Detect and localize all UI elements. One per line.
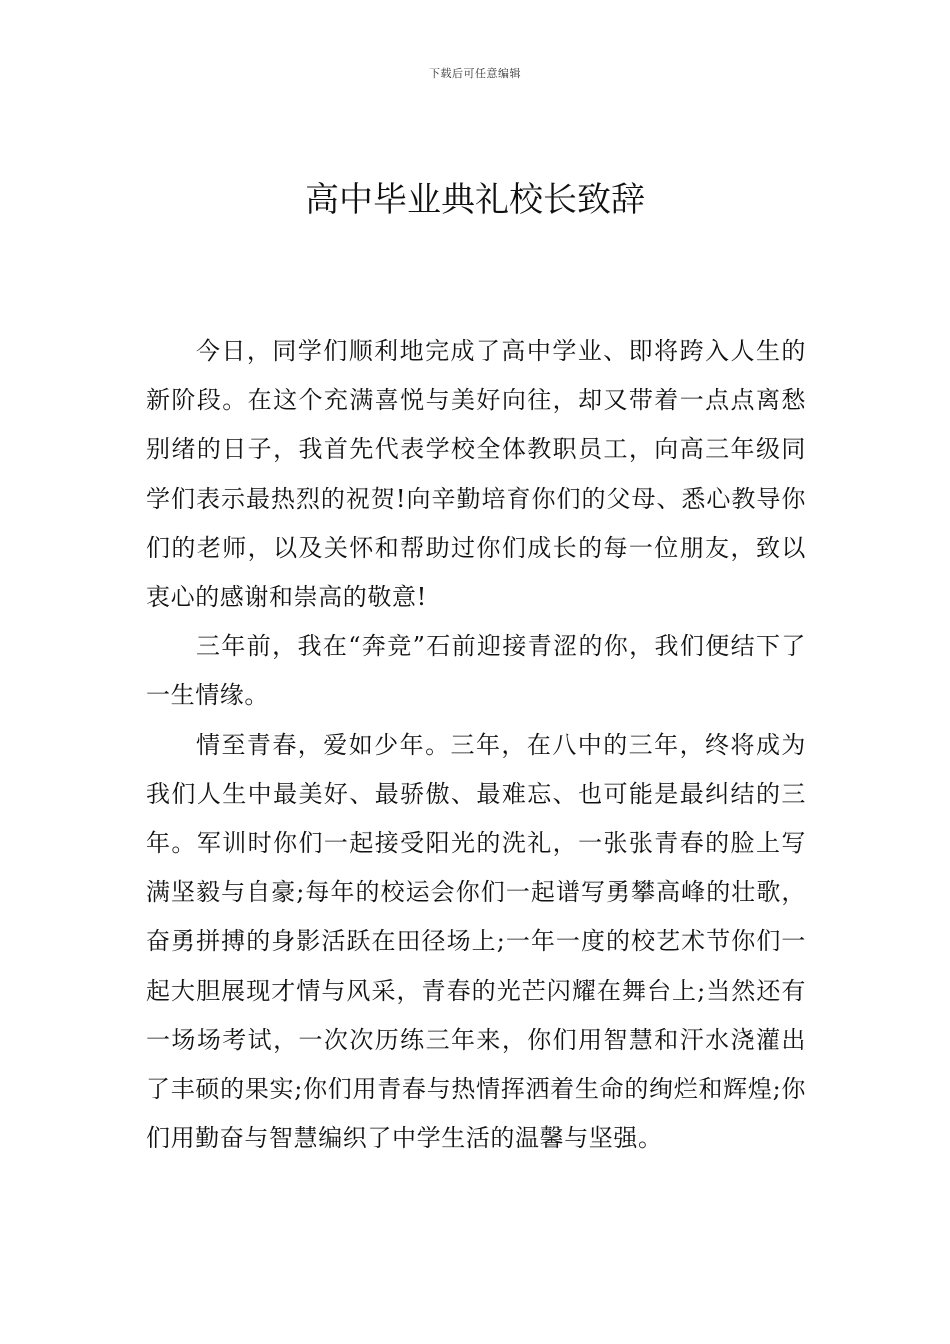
paragraph-3: 情至青春，爱如少年。三年，在八中的三年，终将成为我们人生中最美好、最骄傲、最难忘、也可能是最纠结的三年。军训时你们一起接受阳光的洗礼，一张张青春的脸上写满坚毅与自豪;每年的校运会你们一起谱写勇攀高峰的壮歌，奋勇拼搏的身影活跃在田径场上;一年一度的校艺术节你们一起大胆展现才情与风采，青春的光芒闪耀在舞台上;当然还有一场场考试，一次次历练三年来，你们用智慧和汗水浇灌出了丰硕的果实;你们用青春与热情挥洒着生命的绚烂和辉煌;你们用勤奋与智慧编织了中学生活的温馨与坚强。: [146, 730, 806, 1153]
paragraph-1: 今日，同学们顺利地完成了高中学业、即将跨入人生的新阶段。在这个充满喜悦与美好向往，却又带着一点点离愁别绪的日子，我首先代表学校全体教职员工，向高三年级同学们表示最热烈的祝贺!向辛勤培育你们的父母、悉心教导你们的老师，以及关怀和帮助过你们成长的每一位朋友，致以衷心的感谢和崇高的敬意!: [146, 337, 806, 612]
header-note: 下载后可任意编辑: [429, 67, 521, 80]
document-body: [146, 327, 806, 1163]
paragraph-2: 三年前，我在“奔竞”石前迎接青涩的你，我们便结下了一生情缘。: [146, 632, 806, 710]
document-title: 高中毕业典礼校长致辞: [305, 180, 645, 220]
